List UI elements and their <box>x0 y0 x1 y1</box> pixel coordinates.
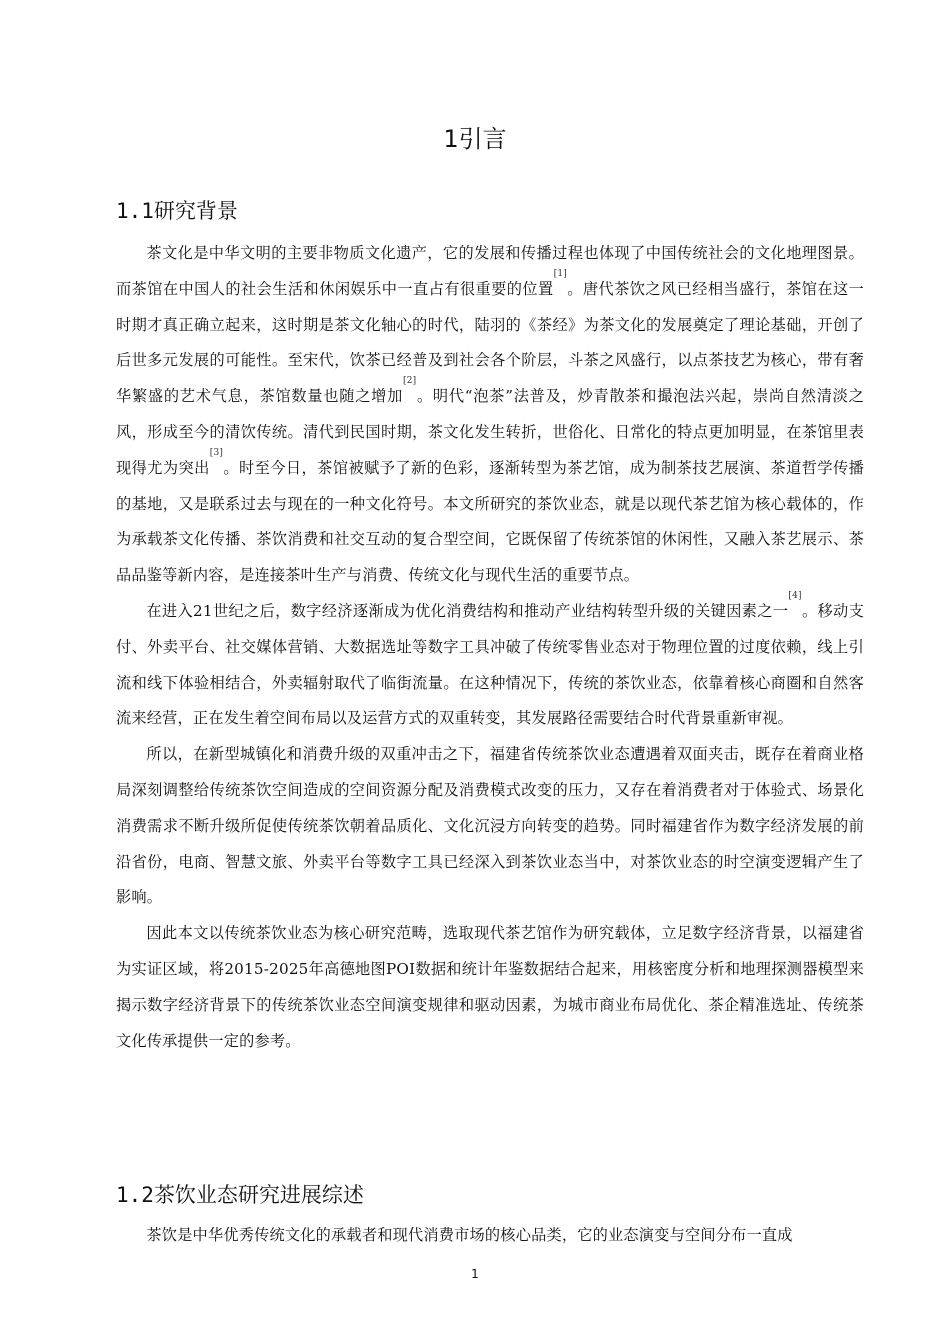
paragraph <box>116 1218 864 1254</box>
citation-ref: [3] <box>209 447 224 458</box>
paragraph-text: 茶文化是中华文明的主要非物质文化遗产，它的发展和传播过程也体现了中国传统社会的文化地理图景。而茶馆在中国人的社会生活和休闲娱乐中一直占有很重要的位置 <box>116 244 864 298</box>
section-title-text: 茶饮业态研究进展综述 <box>153 1183 364 1207</box>
paragraph-text: 在进入21世纪之后，数字经济逐渐成为优化消费结构和推动产业结构转型升级的关键因素之一 <box>146 601 789 620</box>
section-number: 1.2 <box>116 1183 154 1207</box>
paragraph <box>116 236 864 594</box>
paragraph <box>116 590 864 737</box>
section-heading-1-1 <box>116 196 238 226</box>
paragraph-text: 。时至今日，茶馆被赋予了新的色彩，逐渐转型为茶艺馆，成为制茶技艺展演、茶道哲学传播的基地，又是联系过去与现在的一种文化符号。本文所研究的茶饮业态，就是以现代茶艺馆为核心载体的，作为承载茶文化传播、茶饮消费和社交互动的复合型空间，它既保留了传统茶馆的休闲性，又融入茶艺展示、茶品品鉴等新内容，是连接茶叶生产与消费、传统文化与现代生活的重要节点。 <box>116 458 865 585</box>
paragraph-text: 茶饮是中华优秀传统文化的承载者和现代消费市场的核心品类，它的业态演变与空间分布一直成 <box>146 1226 793 1244</box>
citation-ref: [2] <box>403 376 417 387</box>
paragraph-text: 。唐代茶饮之风已经相当盛行，茶馆在这一时期才真正确立起来，这时期是茶文化轴心的时代，陆羽的《茶经》为茶文化的发展奠定了理论基础，开创了后世多元发展的可能性。至宋代，饮茶已经普及到社会各个阶层，斗茶之风盛行，以点茶技艺为核心，带有奢华繁盛的艺术气息，茶馆数量也随之增加 <box>116 279 864 406</box>
paragraph-text: 。移动支付、外卖平台、社交媒体营销、大数据选址等数字工具冲破了传统零售业态对于物理位置的过度依赖，线上引流和线下体验相结合，外卖辐射取代了临街流量。在这种情况下，传统的茶饮业态，依靠着核心商圈和自然客流来经营，正在发生着空间布局以及运营方式的双重转变，其发展路径需要结合时代背景重新审视。 <box>116 601 864 728</box>
paragraph <box>116 916 864 1059</box>
paragraph <box>116 737 864 916</box>
citation-ref: [4] <box>788 590 802 601</box>
section-number: 1.1 <box>116 199 154 223</box>
section-1-1-body <box>116 236 864 1059</box>
section-title-text: 研究背景 <box>153 199 238 223</box>
paragraph-text: 。明代“泡茶”法普及，炒青散茶和撮泡法兴起，崇尚自然清淡之风，形成至今的清饮传统。清代到民国时期，茶文化发生转折，世俗化、日常化的特点更加明显，在茶馆里表现得尤为突出 <box>116 387 864 477</box>
paragraph-text: 因此本文以传统茶饮业态为核心研究范畴，选取现代茶艺馆作为研究载体，立足数字经济背景，以福建省为实证区域，将2015-2025年高德地图POI数据和统计年鉴数据结合起来，用核密度分析和地理探测器模型来揭示数字经济背景下的传统茶饮业态空间演变规律和驱动因素，为城市商业布局优化、茶企精准选址、传统茶文化传承提供一定的参考。 <box>116 924 864 1050</box>
paragraph-text: 所以，在新型城镇化和消费升级的双重冲击之下，福建省传统茶饮业态遭遇着双面夹击，既存在着商业格局深刻调整给传统茶饮空间造成的空间资源分配及消费模式改变的压力，又存在着消费者对于体验式、场景化消费需求不断升级所促使传统茶饮朝着品质化、文化沉浸方向转变的趋势。同时福建省作为数字经济发展的前沿省份，电商、智慧文旅、外卖平台等数字工具已经深入到茶饮业态当中，对茶饮业态的时空演变逻辑产生了影响。 <box>116 745 864 907</box>
citation-ref: [1] <box>553 268 568 279</box>
page-number: 1 <box>471 1267 479 1281</box>
section-1-2-body <box>116 1218 864 1254</box>
chapter-title: 1引言 <box>443 125 507 153</box>
section-heading-1-2 <box>116 1180 364 1210</box>
